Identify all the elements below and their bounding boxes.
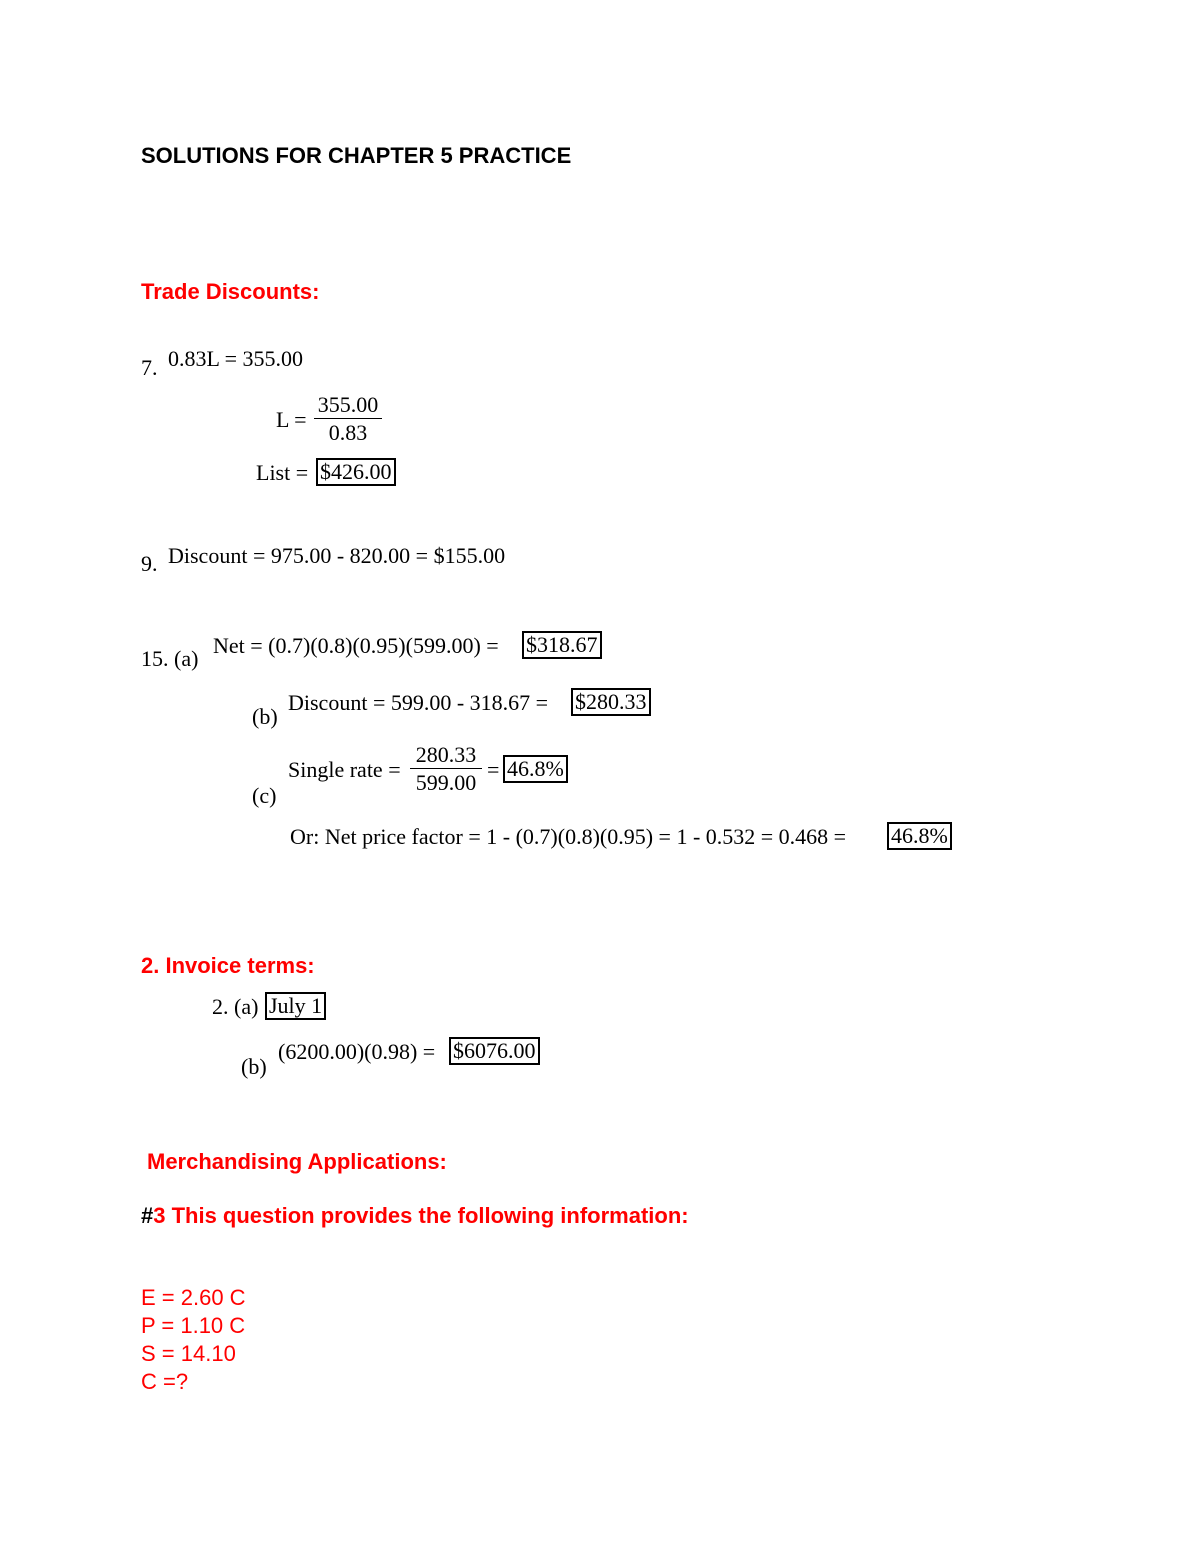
- problem-7-answer-box: [316, 458, 396, 486]
- problem-9-equation: Discount = 975.00 - 820.00 = $155.00: [168, 543, 506, 568]
- section-heading-merchandising: Merchandising Applications:: [147, 1149, 447, 1174]
- problem-7-answer: $426.00: [316, 458, 396, 486]
- section-heading-trade-discounts: Trade Discounts:: [141, 279, 320, 304]
- problem-15c-answer: 46.8%: [503, 755, 568, 783]
- problem-7-fraction: [314, 392, 382, 447]
- problem-15c-alternative-answer-box: [887, 822, 952, 850]
- problem-15-number: 15. (a): [141, 646, 199, 671]
- problem-15b-answer: $280.33: [571, 688, 651, 716]
- problem-7-l-label: L =: [276, 407, 307, 432]
- problem-15c-label: (c): [252, 783, 277, 808]
- problem-15a-equation: Net = (0.7)(0.8)(0.95)(599.00) =: [213, 633, 499, 658]
- problem-7-equation: 0.83L = 355.00: [168, 346, 304, 371]
- problem-15a-answer-box: [522, 631, 602, 659]
- problem-15c-alternative-equation: Or: Net price factor = 1 - (0.7)(0.8)(0.95) = 1 - 0.532 = 0.468 =: [290, 824, 847, 849]
- problem-7-list-label: List =: [256, 460, 309, 485]
- problem-15a-answer: $318.67: [522, 631, 602, 659]
- problem-15c-answer-box: [503, 755, 568, 783]
- section-heading-invoice-terms: 2. Invoice terms:: [141, 953, 315, 978]
- invoice-2b-answer-box: [449, 1037, 540, 1065]
- question-3-text: 3 This question provides the following information:: [153, 1203, 689, 1228]
- problem-15b-answer-box: [571, 688, 651, 716]
- problem-9-number: 9.: [141, 551, 158, 576]
- given-variable-c: C =?: [141, 1369, 189, 1394]
- problem-15c-alternative-answer: 46.8%: [887, 822, 952, 850]
- invoice-2b-equation: (6200.00)(0.98) =: [278, 1039, 436, 1064]
- page-title: SOLUTIONS FOR CHAPTER 5 PRACTICE: [141, 143, 572, 168]
- invoice-2a-label: 2. (a): [212, 994, 259, 1019]
- given-variables-list: [141, 1284, 246, 1396]
- given-variable-e: E = 2.60 C: [141, 1285, 246, 1310]
- problem-15c-equals: =: [487, 757, 500, 782]
- question-3-line: [141, 1203, 689, 1229]
- question-3-hash: #: [141, 1203, 154, 1228]
- problem-7-fraction-numerator: 355.00: [314, 392, 382, 419]
- problem-15c-fraction-denominator: 599.00: [415, 770, 477, 795]
- invoice-2b-answer: $6076.00: [449, 1037, 540, 1065]
- invoice-2b-label: (b): [241, 1054, 267, 1079]
- problem-15b-label: (b): [252, 704, 278, 729]
- problem-15b-equation: Discount = 599.00 - 318.67 =: [288, 690, 549, 715]
- given-variable-s: S = 14.10: [141, 1341, 236, 1366]
- invoice-2a-answer-box: [265, 992, 326, 1020]
- given-variable-p: P = 1.10 C: [141, 1313, 246, 1338]
- problem-7-number: 7.: [141, 355, 158, 380]
- problem-15c-fraction: [410, 742, 482, 797]
- problem-15c-fraction-numerator: 280.33: [410, 742, 482, 769]
- problem-15c-lhs: Single rate =: [288, 757, 401, 782]
- problem-7-fraction-denominator: 0.83: [328, 420, 368, 445]
- invoice-2a-answer: July 1: [265, 992, 326, 1020]
